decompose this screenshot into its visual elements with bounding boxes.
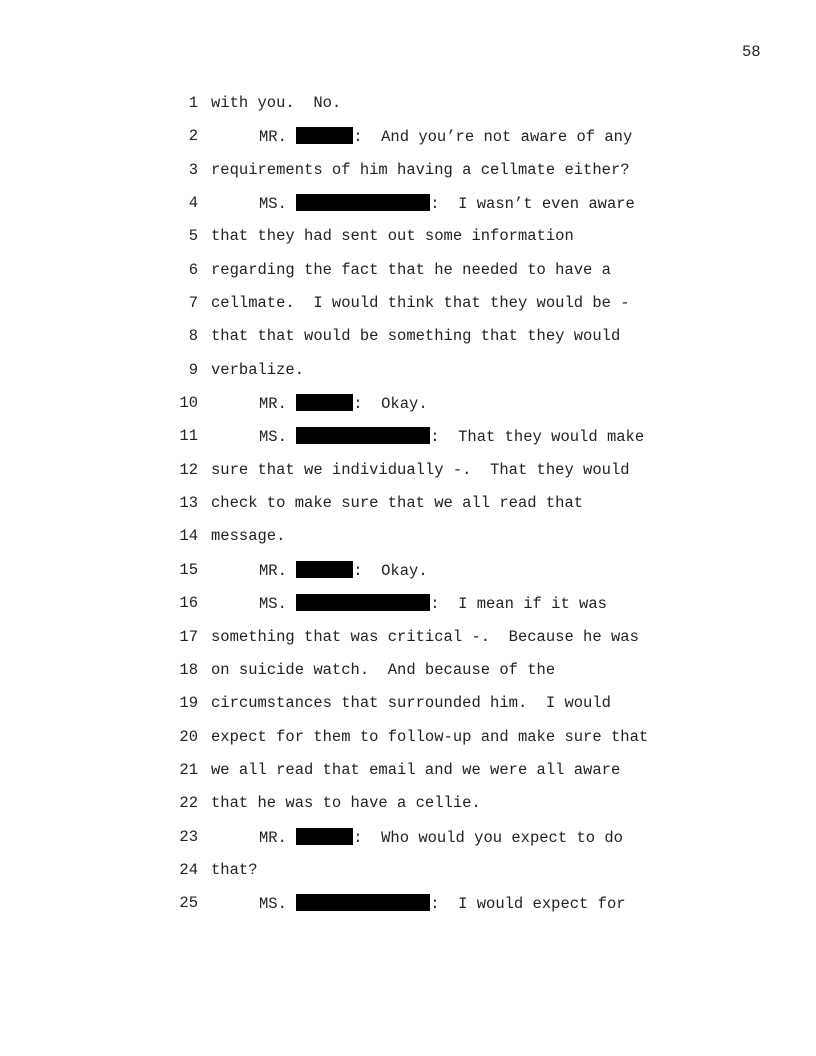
redacted-name bbox=[296, 394, 353, 411]
transcript-line bbox=[0, 327, 816, 360]
transcript-line bbox=[0, 461, 816, 494]
line-number: 11 bbox=[179, 427, 198, 446]
transcript-line bbox=[0, 361, 816, 394]
redacted-name bbox=[296, 127, 353, 144]
transcript-line bbox=[0, 894, 816, 927]
line-text: : That they would make bbox=[430, 428, 645, 447]
line-number: 20 bbox=[179, 727, 198, 746]
line-text: that he was to have a cellie. bbox=[211, 794, 481, 813]
line-text: message. bbox=[211, 527, 286, 546]
line-text: that that would be something that they would bbox=[211, 327, 621, 346]
transcript-line bbox=[0, 761, 816, 794]
line-text: check to make sure that we all read that bbox=[211, 494, 584, 513]
transcript-line bbox=[0, 394, 816, 427]
transcript-line bbox=[0, 127, 816, 160]
transcript-line bbox=[0, 261, 816, 294]
line-number: 12 bbox=[179, 460, 198, 479]
speaker-turn bbox=[259, 427, 644, 446]
line-number: 21 bbox=[179, 760, 198, 779]
line-text: something that was critical -. Because he was bbox=[211, 627, 639, 646]
transcript-line bbox=[0, 194, 816, 227]
transcript-line bbox=[0, 861, 816, 894]
page-number: 58 bbox=[742, 43, 761, 61]
speaker-title: MS. bbox=[259, 195, 287, 214]
redacted-name bbox=[296, 194, 430, 211]
line-text: : And you’re not aware of any bbox=[353, 128, 633, 147]
line-text: requirements of him having a cellmate either? bbox=[211, 160, 630, 179]
transcript-line bbox=[0, 728, 816, 761]
speaker-title: MS. bbox=[259, 595, 287, 614]
line-number: 4 bbox=[188, 194, 198, 213]
speaker-title: MR. bbox=[259, 561, 287, 580]
line-number: 16 bbox=[179, 594, 198, 613]
line-number: 23 bbox=[179, 827, 198, 846]
line-number: 3 bbox=[188, 160, 198, 179]
transcript-body bbox=[0, 94, 816, 928]
line-text: cellmate. I would think that they would be - bbox=[211, 294, 630, 313]
line-text: sure that we individually -. That they would bbox=[211, 460, 630, 479]
line-number: 13 bbox=[179, 494, 198, 513]
line-number: 6 bbox=[188, 260, 198, 279]
transcript-line bbox=[0, 427, 816, 460]
redacted-name bbox=[296, 894, 430, 911]
line-number: 8 bbox=[188, 327, 198, 346]
speaker-turn bbox=[259, 894, 626, 913]
line-text: regarding the fact that he needed to have a bbox=[211, 260, 611, 279]
speaker-turn bbox=[259, 594, 607, 613]
line-number: 2 bbox=[188, 127, 198, 146]
line-text: on suicide watch. And because of the bbox=[211, 660, 556, 679]
line-text: that they had sent out some information bbox=[211, 227, 574, 246]
transcript-line bbox=[0, 161, 816, 194]
line-text: : Okay. bbox=[353, 395, 428, 414]
line-number: 1 bbox=[188, 94, 198, 112]
line-number: 9 bbox=[188, 360, 198, 379]
line-text: verbalize. bbox=[211, 360, 305, 379]
redacted-name bbox=[296, 427, 430, 444]
line-text: : Okay. bbox=[353, 561, 428, 580]
line-text: with you. No. bbox=[211, 94, 342, 112]
line-number: 22 bbox=[179, 794, 198, 813]
transcript-line bbox=[0, 561, 816, 594]
transcript-line bbox=[0, 594, 816, 627]
speaker-title: MR. bbox=[259, 828, 287, 847]
line-text: : I would expect for bbox=[430, 895, 626, 914]
line-number: 5 bbox=[188, 227, 198, 246]
speaker-title: MR. bbox=[259, 128, 287, 147]
line-text: : I wasn’t even aware bbox=[430, 195, 635, 214]
redacted-name bbox=[296, 561, 353, 578]
transcript-line bbox=[0, 828, 816, 861]
line-text: that? bbox=[211, 860, 258, 879]
line-text: : I mean if it was bbox=[430, 595, 607, 614]
line-text: we all read that email and we were all aware bbox=[211, 760, 621, 779]
line-number: 7 bbox=[188, 294, 198, 313]
line-number: 17 bbox=[179, 627, 198, 646]
line-text: circumstances that surrounded him. I would bbox=[211, 694, 611, 713]
line-number: 18 bbox=[179, 660, 198, 679]
line-text: expect for them to follow-up and make sure that bbox=[211, 727, 649, 746]
line-number: 10 bbox=[179, 394, 198, 413]
speaker-turn bbox=[259, 828, 623, 847]
transcript-line bbox=[0, 227, 816, 260]
transcript-line bbox=[0, 694, 816, 727]
transcript-line bbox=[0, 94, 816, 127]
transcript-line bbox=[0, 527, 816, 560]
redacted-name bbox=[296, 594, 430, 611]
line-number: 19 bbox=[179, 694, 198, 713]
speaker-title: MR. bbox=[259, 395, 287, 414]
transcript-line bbox=[0, 661, 816, 694]
transcript-line bbox=[0, 628, 816, 661]
line-number: 14 bbox=[179, 527, 198, 546]
line-number: 24 bbox=[179, 860, 198, 879]
line-number: 25 bbox=[179, 894, 198, 913]
line-text: : Who would you expect to do bbox=[353, 828, 623, 847]
transcript-line bbox=[0, 794, 816, 827]
line-number: 15 bbox=[179, 560, 198, 579]
transcript-line bbox=[0, 494, 816, 527]
speaker-title: MS. bbox=[259, 428, 287, 447]
transcript-line bbox=[0, 294, 816, 327]
speaker-turn bbox=[259, 194, 635, 213]
redacted-name bbox=[296, 828, 353, 845]
speaker-turn bbox=[259, 561, 428, 580]
speaker-turn bbox=[259, 394, 428, 413]
speaker-turn bbox=[259, 127, 632, 146]
speaker-title: MS. bbox=[259, 895, 287, 914]
